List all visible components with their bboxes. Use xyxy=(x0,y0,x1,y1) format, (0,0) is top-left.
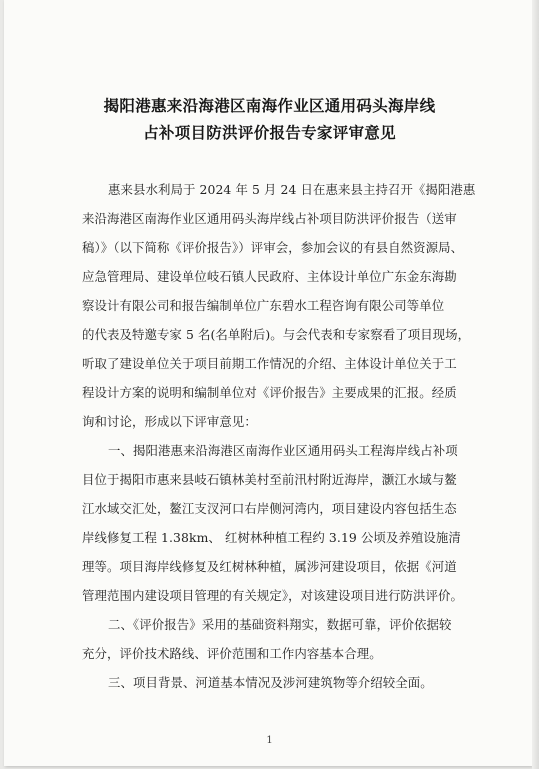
text-line: 应急管理局、建设单位岐石镇人民政府、主体设计单位广东金东海勘 xyxy=(82,269,457,284)
page-number: 1 xyxy=(266,735,273,746)
text-line: 询和讨论，形成以下评审意见： xyxy=(82,414,257,429)
paragraph-4 xyxy=(82,668,462,697)
document-title-line-1: 揭阳港惠来沿海港区南海作业区通用码头海岸线 xyxy=(103,97,436,115)
text-line: 岸线修复工程 1.38km、 红树林种植工程约 3.19 公顷及养殖设施清 xyxy=(82,530,461,545)
text-line: 管理范围内建设项目管理的有关规定》，对该建设项目进行防洪评价。 xyxy=(82,588,464,603)
paragraph-3 xyxy=(82,610,462,668)
paragraph-1 xyxy=(82,175,476,436)
text-line: 惠来县水利局于 2024 年 5 月 24 日在惠来县主持召开《揭阳港惠 xyxy=(108,182,476,197)
text-line: 来沿海港区南海作业区通用码头海岸线占补项目防洪评价报告（送审 xyxy=(82,211,457,226)
text-line: 听取了建设单位关于项目前期工作情况的介绍、主体设计单位关于工 xyxy=(82,356,457,371)
text-line: 一、揭阳港惠来沿海港区南海作业区通用码头工程海岸线占补项 xyxy=(108,443,458,458)
text-line: 目位于揭阳市惠来县岐石镇林美村至前汛村附近海岸，灏江水域与鳌 xyxy=(82,472,457,487)
text-line: 稿）》（以下简称《评价报告》）评审会，参加会议的有县自然资源局、 xyxy=(82,240,464,255)
text-line: 三、项目背景、河道基本情况及涉河建筑物等介绍较全面。 xyxy=(108,675,433,690)
text-line: 程设计方案的说明和编制单位对《评价报告》主要成果的汇报。经质 xyxy=(82,385,457,400)
text-line: 二、《评价报告》采用的基础资料翔实，数据可靠，评价依据较 xyxy=(108,617,452,632)
text-line: 的代表及特邀专家 5 名(名单附后)。与会代表和专家察看了项目现场， xyxy=(82,327,471,342)
paragraph-2 xyxy=(82,436,462,610)
text-line: 察设计有限公司和报告编制单位广东碧水工程咨询有限公司等单位 xyxy=(82,298,445,313)
document-title-line-2: 占补项目防洪评价报告专家评审意见 xyxy=(143,124,396,142)
text-line: 理等。项目海岸线修复及红树林种植，属涉河建设项目，依据《河道 xyxy=(82,559,457,574)
text-line: 江水域交汇处，鳌江支汊河口右岸侧河湾内，项目建设内容包括生态 xyxy=(82,501,457,516)
text-line: 充分，评价技术路线、评价范围和工作内容基本合理。 xyxy=(82,646,382,661)
